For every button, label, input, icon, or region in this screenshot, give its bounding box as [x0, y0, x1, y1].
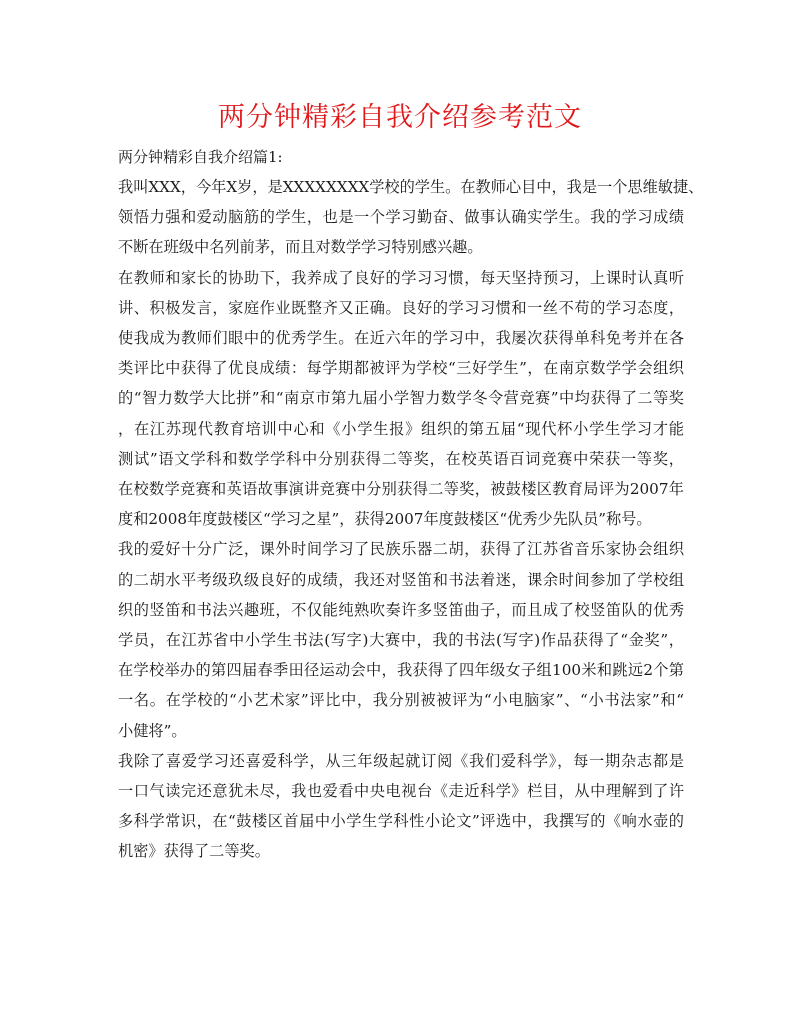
text-line: 我除了喜爱学习还喜爱科学，从三年级起就订阅《我们爱科学》，每一期杂志都是 — [118, 751, 684, 770]
text-line: 领悟力强和爱动脑筋的学生，也是一个学习勤奋、做事认确实学生。我的学习成绩 — [118, 208, 684, 227]
text-line: 的“智力数学大比拼”和“南京市第九届小学智力数学冬令营竞赛”中均获得了二等奖 — [118, 389, 684, 408]
paragraph-achievements — [118, 263, 684, 535]
text-line: 小健将”。 — [118, 721, 187, 740]
text-line: 机密》获得了二等奖。 — [118, 842, 270, 861]
text-line: 测试”语文学科和数学学科中分别获得二等奖，在校英语百词竞赛中荣获一等奖， — [118, 449, 684, 468]
text-line: 的二胡水平考级玖级良好的成绩，我还对竖笛和书法着迷，课余时间参加了学校组 — [118, 570, 684, 589]
paragraph-hobbies — [118, 534, 684, 745]
text-line: 织的竖笛和书法兴趣班，不仅能纯熟吹奏许多竖笛曲子，而且成了校竖笛队的优秀 — [118, 600, 684, 619]
text-line: 我的爱好十分广泛，课外时间学习了民族乐器二胡，获得了江苏省音乐家协会组织 — [118, 540, 684, 559]
text-line: 在教师和家长的协助下，我养成了良好的学习习惯，每天坚持预习，上课时认真听 — [118, 268, 684, 287]
text-line: ，在江苏现代教育培训中心和《小学生报》组织的第五届“现代杯小学生学习才能 — [118, 419, 684, 438]
text-line: 一名。在学校的“小艺术家”评比中，我分别被被评为“小电脑家”、“小书法家”和“ — [118, 691, 684, 710]
paragraph-science — [118, 746, 684, 867]
section-heading: 两分钟精彩自我介绍篇1: — [118, 148, 283, 166]
text-line: 我叫XXX，今年X岁，是XXXXXXXX学校的学生。在教师心目中，我是一个思维敏捷、 — [118, 178, 704, 196]
text-line: 使我成为教师们眼中的优秀学生。在近六年的学习中，我屡次获得单科免考并在各 — [118, 329, 684, 348]
text-line: 讲、积极发言，家庭作业既整齐又正确。良好的学习习惯和一丝不苟的学习态度， — [118, 298, 684, 317]
text-line: 在校数学竞赛和英语故事演讲竞赛中分别获得二等奖，被鼓楼区教育局评为2007年 — [118, 480, 684, 499]
text-line: 一口气读完还意犹未尽，我也爱看中央电视台《走近科学》栏目，从中理解到了许 — [118, 782, 684, 801]
paragraph-intro — [118, 172, 704, 263]
text-line: 类评比中获得了优良成绩：每学期都被评为学校“三好学生”，在南京数学学会组织 — [118, 359, 684, 378]
document-title: 两分钟精彩自我介绍参考范文 — [218, 102, 582, 133]
text-line: 不断在班级中名列前茅，而且对数学学习特别感兴趣。 — [118, 238, 483, 257]
text-line: 多科学常识，在“鼓楼区首届中小学生学科性小论文”评选中，我撰写的《响水壶的 — [118, 812, 684, 831]
text-line: 度和2008年度鼓楼区“学习之星”，获得2007年度鼓楼区“优秀少先队员”称号。 — [118, 510, 652, 529]
text-line: 学员，在江苏省中小学生书法(写字)大赛中，我的书法(写字)作品获得了“金奖”， — [118, 631, 684, 650]
document-body — [118, 142, 704, 867]
text-line: 在学校举办的第四届春季田径运动会中，我获得了四年级女子组100米和跳远2个第 — [118, 661, 684, 680]
